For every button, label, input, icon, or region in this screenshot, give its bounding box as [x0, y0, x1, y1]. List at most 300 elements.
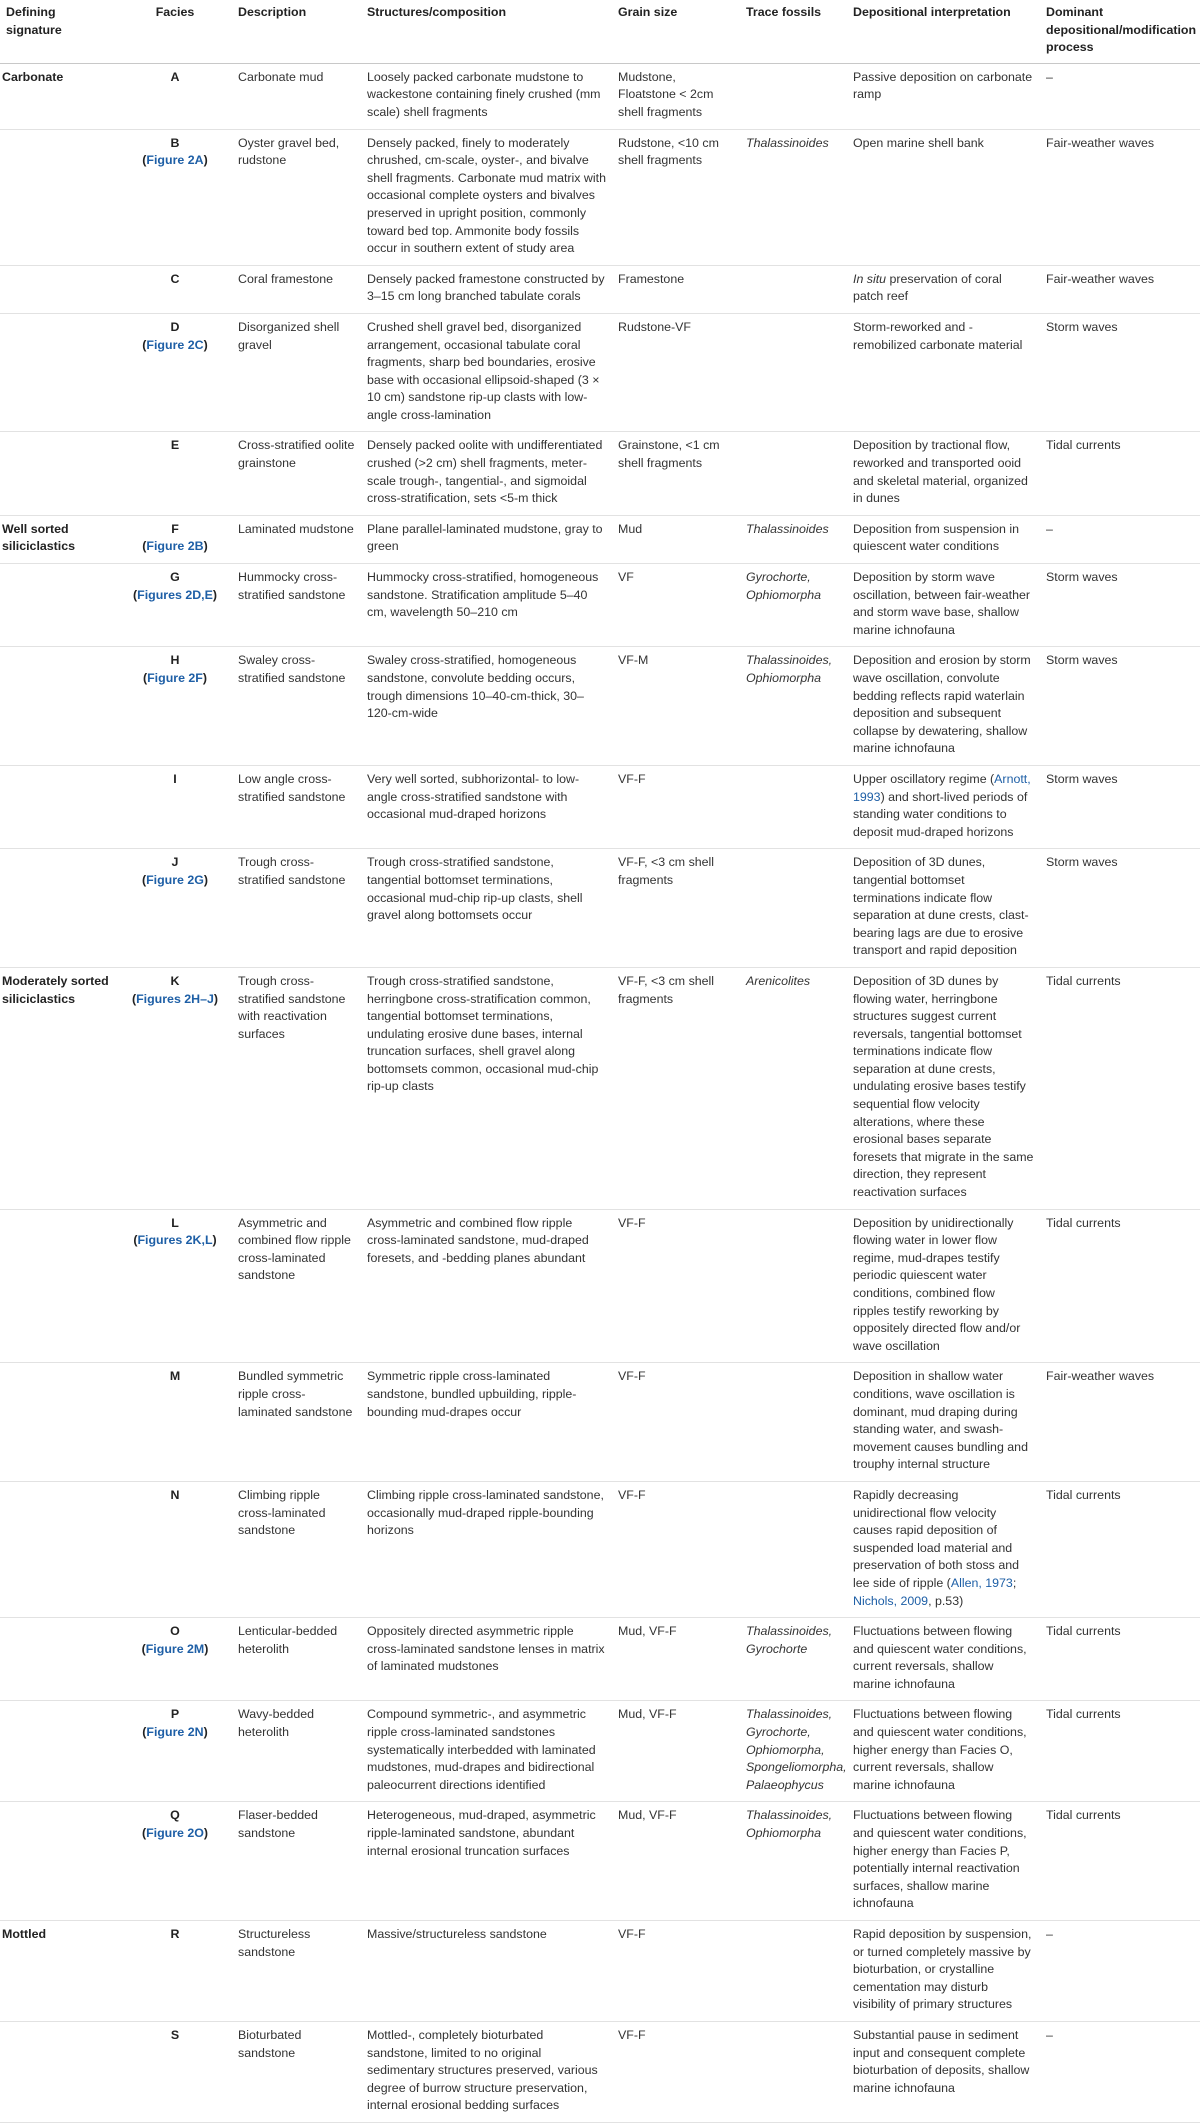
signature-cell: [0, 1481, 118, 1617]
facies-letter: H: [170, 653, 180, 668]
signature-label: Well sorted siliciclastics: [2, 521, 76, 554]
facies-letter: M: [169, 1369, 181, 1384]
structures-cell: [361, 1363, 612, 1482]
table-row: [0, 647, 1200, 766]
description-text: Cross-stratified oolite grainstone: [238, 438, 355, 471]
process-cell: [1040, 1802, 1200, 1921]
grain-size-cell: [612, 1481, 740, 1617]
interpretation-text: Fluctuations between flowing and quiescent water conditions, current reversals, shallow marine ichnofauna: [853, 1624, 1027, 1691]
table-row: [0, 765, 1200, 848]
grain-size-text: Rudstone-VF: [618, 319, 692, 334]
facies-letter: D: [170, 319, 180, 334]
trace-fossils-text: Thalassinoides, Ophiomorpha: [746, 1808, 833, 1841]
structures-cell: [361, 515, 612, 563]
grain-size-text: Rudstone, <10 cm shell fragments: [618, 135, 719, 168]
grain-size-cell: [612, 313, 740, 432]
signature-cell: [0, 63, 118, 129]
process-text: Fair-weather waves: [1046, 271, 1155, 286]
interpretation-cell: [847, 1481, 1040, 1617]
grain-size-cell: [612, 2021, 740, 2122]
facies-cell: [118, 1921, 232, 2022]
structures-text: Plane parallel-laminated mudstone, gray to green: [367, 521, 603, 554]
table-row: [0, 313, 1200, 432]
grain-size-cell: [612, 1921, 740, 2022]
structures-text: Densely packed oolite with undifferentiated crushed (>2 cm) shell fragments, meter-scale trough-, tangential-, and sigmoidal cross-stratification, sets <5-m thick: [367, 438, 603, 506]
structures-text: Massive/structureless sandstone: [367, 1927, 547, 1941]
structures-cell: [361, 849, 612, 968]
description-cell: [232, 313, 361, 432]
header-process: Dominant depositional/modification process: [1040, 0, 1200, 63]
interpretation-cell: [847, 849, 1040, 968]
interpretation-text: , p.53): [928, 1593, 964, 1608]
citation-link[interactable]: Arnott, 1993: [853, 771, 1031, 804]
process-cell: [1040, 1363, 1200, 1482]
structures-text: Heterogeneous, mud-draped, asymmetric ripple-laminated sandstone, abundant internal erosional truncation surfaces: [367, 1808, 596, 1858]
trace-fossils-text: Thalassinoides: [746, 521, 829, 536]
structures-cell: [361, 1802, 612, 1921]
interpretation-cell: [847, 129, 1040, 265]
facies-cell: L (Figures 2K,L): [118, 1209, 232, 1363]
table-row: [0, 1802, 1200, 1921]
description-cell: [232, 515, 361, 563]
signature-cell: [0, 1921, 118, 2022]
description-text: Lenticular-bedded heterolith: [238, 1624, 338, 1656]
signature-cell: [0, 1363, 118, 1482]
grain-size-text: VF-M: [618, 653, 649, 668]
trace-fossils-cell: [740, 849, 847, 968]
interpretation-text: ) and short-lived periods of standing water conditions to deposit mud-draped horizons: [853, 789, 1028, 839]
process-text: Tidal currents: [1046, 1808, 1121, 1823]
facies-cell: J (Figure 2G): [118, 849, 232, 968]
trace-fossils-text: Thalassinoides, Gyrochorte, Ophiomorpha, Spongeliomorpha, Palaeophycus: [746, 1707, 847, 1792]
description-text: Trough cross-stratified sandstone with reactivation surfaces: [238, 973, 346, 1041]
grain-size-cell: [612, 63, 740, 129]
description-cell: [232, 1481, 361, 1617]
figure-link[interactable]: Figure 2A: [146, 153, 204, 168]
signature-cell: [0, 432, 118, 515]
signature-label: Carbonate: [2, 69, 64, 84]
process-text: –: [1046, 521, 1053, 536]
facies-cell: [118, 1363, 232, 1482]
grain-size-text: Mud, VF-F: [618, 1707, 677, 1722]
interpretation-text: Deposition by unidirectionally flowing water in lower flow regime, mud-drapes testify periodic quiescent water conditions, combined flow ripples testify reworking by oppositely directed flow and/or wave oscillation: [853, 1215, 1021, 1353]
structures-cell: [361, 1618, 612, 1701]
process-text: Tidal currents: [1046, 973, 1121, 988]
facies-letter: N: [170, 1487, 180, 1502]
grain-size-text: VF-F, <3 cm shell fragments: [618, 855, 715, 887]
process-text: –: [1046, 2027, 1053, 2042]
interpretation-text: Deposition by tractional flow, reworked and transported ooid and skeletal material, organized in dunes: [853, 438, 1028, 506]
trace-fossils-cell: [740, 1481, 847, 1617]
trace-fossils-text: Thalassinoides, Gyrochorte: [746, 1624, 833, 1656]
table-row: [0, 1209, 1200, 1363]
facies-cell: B (Figure 2A): [118, 129, 232, 265]
process-cell: [1040, 849, 1200, 968]
grain-size-cell: [612, 1802, 740, 1921]
trace-fossils-cell: [740, 647, 847, 766]
interpretation-cell: [847, 2021, 1040, 2122]
grain-size-cell: [612, 849, 740, 968]
process-cell: [1040, 1921, 1200, 2022]
table-row: [0, 849, 1200, 968]
description-cell: [232, 432, 361, 515]
description-text: Trough cross-stratified sandstone: [238, 855, 346, 887]
process-cell: [1040, 265, 1200, 313]
signature-cell: [0, 265, 118, 313]
facies-letter: O: [170, 1624, 180, 1639]
description-cell: [232, 1921, 361, 2022]
table-row: [0, 515, 1200, 563]
trace-fossils-cell: [740, 765, 847, 848]
facies-cell: [118, 63, 232, 129]
header-structures: Structures/composition: [361, 0, 612, 63]
table-row: [0, 1921, 1200, 2022]
signature-cell: [0, 1802, 118, 1921]
process-cell: [1040, 1701, 1200, 1802]
structures-text: Hummocky cross-stratified, homogeneous sandstone. Stratification amplitude 5–40 cm, wavelength 50–210 cm: [367, 570, 599, 620]
structures-cell: [361, 265, 612, 313]
structures-cell: [361, 129, 612, 265]
interpretation-text: Deposition by storm wave oscillation, between fair-weather and storm wave base, shallow marine ichnofauna: [853, 570, 1031, 637]
figure-link[interactable]: Figure 2N: [146, 1725, 204, 1740]
figure-link[interactable]: Figures 2D,E: [137, 587, 213, 602]
structures-cell: [361, 432, 612, 515]
grain-size-text: VF-F, <3 cm shell fragments: [618, 973, 715, 1006]
description-cell: [232, 647, 361, 766]
figure-link[interactable]: Figure 2B: [146, 539, 204, 554]
facies-letter: S: [170, 2027, 180, 2042]
header-description: Description: [232, 0, 361, 63]
structures-cell: [361, 1921, 612, 2022]
process-cell: [1040, 129, 1200, 265]
trace-fossils-cell: [740, 1921, 847, 2022]
signature-cell: [0, 313, 118, 432]
process-text: Storm waves: [1046, 319, 1118, 334]
signature-cell: [0, 967, 118, 1209]
interpretation-cell: [847, 1209, 1040, 1363]
signature-cell: [0, 765, 118, 848]
process-text: Tidal currents: [1046, 1624, 1121, 1639]
interpretation-text: Storm-reworked and -remobilized carbonate material: [853, 319, 1023, 352]
citation-link[interactable]: Nichols, 2009: [853, 1593, 929, 1608]
grain-size-text: VF-F: [618, 2027, 646, 2042]
trace-fossils-cell: [740, 2021, 847, 2122]
structures-cell: [361, 765, 612, 848]
interpretation-text: Rapid deposition by suspension, or turned completely massive by bioturbation, or crystalline cementation may disturb visibility of primary structures: [853, 1927, 1032, 2012]
grain-size-text: Mudstone, Floatstone < 2cm shell fragments: [618, 69, 714, 119]
interpretation-cell: [847, 1802, 1040, 1921]
grain-size-cell: [612, 765, 740, 848]
grain-size-cell: [612, 265, 740, 313]
interpretation-text: Fluctuations between flowing and quiescent water conditions, higher energy than Facies O, current reversals, shallow marine ichnofauna: [853, 1707, 1027, 1792]
table-row: [0, 265, 1200, 313]
table-row: [0, 129, 1200, 265]
signature-label: Moderately sorted siliciclastics: [2, 973, 109, 1006]
process-text: Storm waves: [1046, 771, 1118, 786]
figure-link[interactable]: Figure 2O: [146, 1826, 204, 1841]
description-cell: [232, 564, 361, 647]
description-text: Disorganized shell gravel: [238, 319, 340, 352]
facies-cell: [118, 1481, 232, 1617]
interpretation-text: Fluctuations between flowing and quiescent water conditions, higher energy than Facies P, potentially internal reactivation surfaces, shallow marine ichnofauna: [853, 1808, 1027, 1911]
structures-cell: [361, 63, 612, 129]
trace-fossils-cell: [740, 63, 847, 129]
description-text: Swaley cross-stratified sandstone: [238, 653, 346, 685]
figure-link[interactable]: Figures 2K,L: [137, 1233, 213, 1248]
description-text: Low angle cross-stratified sandstone: [238, 771, 346, 804]
interpretation-cell: [847, 63, 1040, 129]
structures-cell: [361, 967, 612, 1209]
structures-cell: [361, 1209, 612, 1363]
signature-cell: [0, 564, 118, 647]
description-cell: [232, 1802, 361, 1921]
facies-cell: [118, 432, 232, 515]
description-text: Wavy-bedded heterolith: [238, 1707, 314, 1740]
trace-fossils-cell: [740, 1701, 847, 1802]
trace-fossils-cell: [740, 129, 847, 265]
structures-cell: [361, 313, 612, 432]
process-text: –: [1046, 1927, 1053, 1941]
signature-label: Mottled: [2, 1927, 47, 1941]
signature-cell: [0, 1618, 118, 1701]
structures-cell: [361, 2021, 612, 2122]
grain-size-cell: [612, 1618, 740, 1701]
interpretation-cell: [847, 1618, 1040, 1701]
grain-size-cell: [612, 432, 740, 515]
structures-text: Compound symmetric-, and asymmetric ripple cross-laminated sandstones systematically interbedded with laminated mudstones, mud-drapes and bidirectional paleocurrent directions identified: [367, 1707, 596, 1792]
facies-letter: L: [171, 1215, 179, 1230]
process-text: Fair-weather waves: [1046, 135, 1155, 150]
table-row: [0, 2021, 1200, 2122]
description-text: Flaser-bedded sandstone: [238, 1808, 318, 1841]
description-text: Bioturbated sandstone: [238, 2027, 302, 2060]
trace-fossils-cell: [740, 432, 847, 515]
figure-link[interactable]: Figure 2F: [147, 671, 203, 685]
structures-cell: [361, 564, 612, 647]
process-cell: [1040, 564, 1200, 647]
trace-fossils-cell: [740, 1363, 847, 1482]
header-facies: Facies: [118, 0, 232, 63]
facies-cell: G (Figures 2D,E): [118, 564, 232, 647]
structures-text: Crushed shell gravel bed, disorganized arrangement, occasional tabulate coral fragments, sharp bed boundaries, erosive base with occasional ellipsoid-shaped (3 × 10 cm) sandstone rip-up clasts with low-angle cross-lamination: [367, 319, 600, 422]
description-cell: [232, 265, 361, 313]
grain-size-text: Framestone: [618, 271, 685, 286]
structures-text: Mottled-, completely bioturbated sandstone, limited to no original sedimentary structures preserved, various degree of burrow structure preservation, internal erosional bedding surfaces: [367, 2027, 598, 2113]
header-grain-size: Grain size: [612, 0, 740, 63]
trace-fossils-cell: [740, 967, 847, 1209]
trace-fossils-text: Arenicolites: [746, 973, 811, 988]
description-cell: [232, 129, 361, 265]
interpretation-text: Passive deposition on carbonate ramp: [853, 69, 1033, 102]
description-cell: [232, 765, 361, 848]
description-cell: [232, 1618, 361, 1701]
process-text: Storm waves: [1046, 855, 1118, 870]
facies-cell: O (Figure 2M): [118, 1618, 232, 1701]
grain-size-text: VF: [618, 570, 634, 585]
header-trace-fossils: Trace fossils: [740, 0, 847, 63]
interpretation-cell: [847, 967, 1040, 1209]
signature-cell: [0, 129, 118, 265]
trace-fossils-text: Gyrochorte, Ophiomorpha: [746, 570, 822, 602]
process-cell: [1040, 432, 1200, 515]
description-text: Climbing ripple cross-laminated sandstone: [238, 1487, 326, 1538]
structures-text: Densely packed, finely to moderately chrushed, cm-scale, oyster-, and bivalve shell fragments. Carbonate mud matrix with occasional complete oysters and bivalves preserved in upright position, commonly toward bed top. Ammonite body fossils occur in southern extent of study area: [367, 135, 606, 256]
description-text: Carbonate mud: [238, 69, 324, 84]
grain-size-cell: [612, 1701, 740, 1802]
figure-link[interactable]: Figure 2C: [146, 337, 204, 352]
trace-fossils-cell: [740, 564, 847, 647]
process-cell: [1040, 647, 1200, 766]
process-cell: [1040, 1481, 1200, 1617]
structures-text: Loosely packed carbonate mudstone to wackestone containing finely crushed (mm scale) shell fragments: [367, 69, 601, 119]
facies-cell: H (Figure 2F): [118, 647, 232, 766]
facies-letter: Q: [170, 1808, 180, 1823]
trace-fossils-cell: [740, 265, 847, 313]
process-cell: [1040, 1209, 1200, 1363]
trace-fossils-cell: [740, 515, 847, 563]
interpretation-cell: [847, 265, 1040, 313]
interpretation-text: Deposition in shallow water conditions, wave oscillation is dominant, mud draping during standing water, and swash-movement causes bundling and trouphy internal structure: [853, 1369, 1028, 1472]
structures-cell: [361, 1701, 612, 1802]
description-cell: [232, 967, 361, 1209]
interpretation-text: Deposition of 3D dunes by flowing water, herringbone structures suggest current reversals, tangential bottomset terminations indicate flow separation at dune crests, undulating erosive bases testify sequential flow velocity alterations, where these erosional bases separate foresets that migrate in the same direction, they represent reactivation surfaces: [853, 973, 1034, 1200]
interpretation-cell: [847, 1363, 1040, 1482]
interpretation-text: Deposition from suspension in quiescent water conditions: [853, 521, 1019, 554]
description-cell: [232, 1363, 361, 1482]
structures-text: Climbing ripple cross-laminated sandstone, occasionally mud-draped ripple-bounding horizons: [367, 1487, 604, 1538]
process-text: Tidal currents: [1046, 1215, 1121, 1230]
facies-cell: K (Figures 2H–J): [118, 967, 232, 1209]
facies-letter: B: [170, 135, 180, 150]
interpretation-cell: [847, 313, 1040, 432]
table-row: [0, 564, 1200, 647]
trace-fossils-cell: [740, 1209, 847, 1363]
interpretation-cell: [847, 765, 1040, 848]
description-cell: [232, 1209, 361, 1363]
description-text: Structureless sandstone: [238, 1927, 311, 1959]
figure-link[interactable]: Figure 2G: [146, 872, 204, 887]
facies-letter: I: [173, 771, 177, 786]
process-text: –: [1046, 69, 1053, 84]
figure-link[interactable]: Figure 2M: [145, 1641, 205, 1656]
description-text: Asymmetric and combined flow ripple cross-laminated sandstone: [238, 1215, 351, 1283]
grain-size-text: VF-F: [618, 1927, 646, 1941]
facies-cell: [118, 265, 232, 313]
table-row: [0, 1701, 1200, 1802]
description-text: Coral framestone: [238, 271, 334, 286]
grain-size-cell: [612, 647, 740, 766]
interpretation-text: Substantial pause in sediment input and consequent complete bioturbation of deposits, shallow marine ichnofauna: [853, 2027, 1030, 2095]
structures-text: Swaley cross-stratified, homogeneous sandstone, convolute bedding occurs, trough dimensions 10–40-cm-thick, 30–120-cm-wide: [367, 653, 584, 721]
interpretation-text: Rapidly decreasing unidirectional flow velocity causes rapid deposition of suspended load material and preservation of both stoss and lee side of ripple (: [853, 1487, 1019, 1590]
interpretation-cell: [847, 1921, 1040, 2022]
signature-cell: [0, 2021, 118, 2122]
interpretation-text: Deposition of 3D dunes, tangential bottomset terminations indicate flow separation at dune crests, clast-bearing lags are due to erosive transport and rapid deposition: [853, 855, 1029, 958]
table-row: [0, 1618, 1200, 1701]
process-cell: [1040, 765, 1200, 848]
process-text: Tidal currents: [1046, 438, 1121, 453]
interpretation-text: Upper oscillatory regime (: [853, 771, 995, 786]
interpretation-cell: [847, 1701, 1040, 1802]
trace-fossils-cell: [740, 1618, 847, 1701]
facies-letter: F: [171, 521, 179, 536]
grain-size-text: Grainstone, <1 cm shell fragments: [618, 438, 720, 471]
grain-size-cell: [612, 1363, 740, 1482]
interpretation-text: ;: [1012, 1575, 1017, 1590]
trace-fossils-cell: [740, 1802, 847, 1921]
facies-cell: [118, 765, 232, 848]
structures-text: Trough cross-stratified sandstone, tangential bottomset terminations, occasional mud-chip rip-up clasts, shell gravel along bottomsets occur: [367, 855, 583, 923]
signature-cell: [0, 1701, 118, 1802]
facies-cell: F (Figure 2B): [118, 515, 232, 563]
trace-fossils-text: Thalassinoides, Ophiomorpha: [746, 653, 833, 685]
structures-cell: [361, 1481, 612, 1617]
facies-letter: J: [171, 855, 179, 870]
figure-link[interactable]: Figures 2H–J: [136, 991, 214, 1006]
process-text: Tidal currents: [1046, 1487, 1121, 1502]
citation-link[interactable]: Allen, 1973: [950, 1575, 1013, 1590]
grain-size-cell: [612, 515, 740, 563]
interpretation-emphasis: In situ: [853, 271, 887, 286]
grain-size-text: Mud, VF-F: [618, 1808, 677, 1823]
facies-letter: A: [170, 69, 180, 84]
structures-text: Densely packed framestone constructed by 3–15 cm long branched tabulate corals: [367, 271, 605, 304]
table-row: [0, 63, 1200, 129]
facies-letter: G: [170, 570, 180, 585]
grain-size-cell: [612, 564, 740, 647]
description-cell: [232, 1701, 361, 1802]
structures-text: Symmetric ripple cross-laminated sandstone, bundled upbuilding, ripple-bounding mud-drapes occur: [367, 1369, 577, 1419]
table-row: [0, 1481, 1200, 1617]
grain-size-text: VF-F: [618, 1215, 646, 1230]
grain-size-text: VF-F: [618, 771, 646, 786]
process-cell: [1040, 313, 1200, 432]
description-cell: [232, 63, 361, 129]
facies-cell: Q (Figure 2O): [118, 1802, 232, 1921]
structures-text: Trough cross-stratified sandstone, herringbone cross-stratification common, tangential bottomset terminations, undulating erosive dune bases, internal truncation surfaces, shell gravel along bottomsets common, occasional mud-chip rip-up clasts: [367, 973, 599, 1094]
process-text: Fair-weather waves: [1046, 1369, 1155, 1384]
header-row: [0, 0, 1200, 63]
interpretation-cell: [847, 564, 1040, 647]
process-cell: [1040, 2021, 1200, 2122]
structures-cell: [361, 647, 612, 766]
interpretation-text: preservation of coral patch reef: [853, 271, 1002, 304]
header-signature: Defining signature: [0, 0, 118, 63]
grain-size-cell: [612, 1209, 740, 1363]
grain-size-text: Mud, VF-F: [618, 1624, 677, 1639]
description-cell: [232, 2021, 361, 2122]
grain-size-cell: [612, 967, 740, 1209]
facies-letter: E: [170, 438, 180, 453]
grain-size-cell: [612, 129, 740, 265]
trace-fossils-cell: [740, 313, 847, 432]
interpretation-text: Open marine shell bank: [853, 135, 984, 150]
grain-size-text: VF-F: [618, 1369, 646, 1384]
facies-cell: P (Figure 2N): [118, 1701, 232, 1802]
process-cell: [1040, 967, 1200, 1209]
interpretation-cell: [847, 647, 1040, 766]
structures-text: Oppositely directed asymmetric ripple cross-laminated sandstone lenses in matrix of laminated mudstones: [367, 1624, 605, 1674]
interpretation-cell: [847, 515, 1040, 563]
description-cell: [232, 849, 361, 968]
description-text: Oyster gravel bed, rudstone: [238, 135, 340, 168]
description-text: Laminated mudstone: [238, 521, 354, 536]
interpretation-cell: [847, 432, 1040, 515]
process-cell: [1040, 1618, 1200, 1701]
grain-size-text: VF-F: [618, 1487, 646, 1502]
signature-cell: [0, 849, 118, 968]
signature-cell: [0, 1209, 118, 1363]
